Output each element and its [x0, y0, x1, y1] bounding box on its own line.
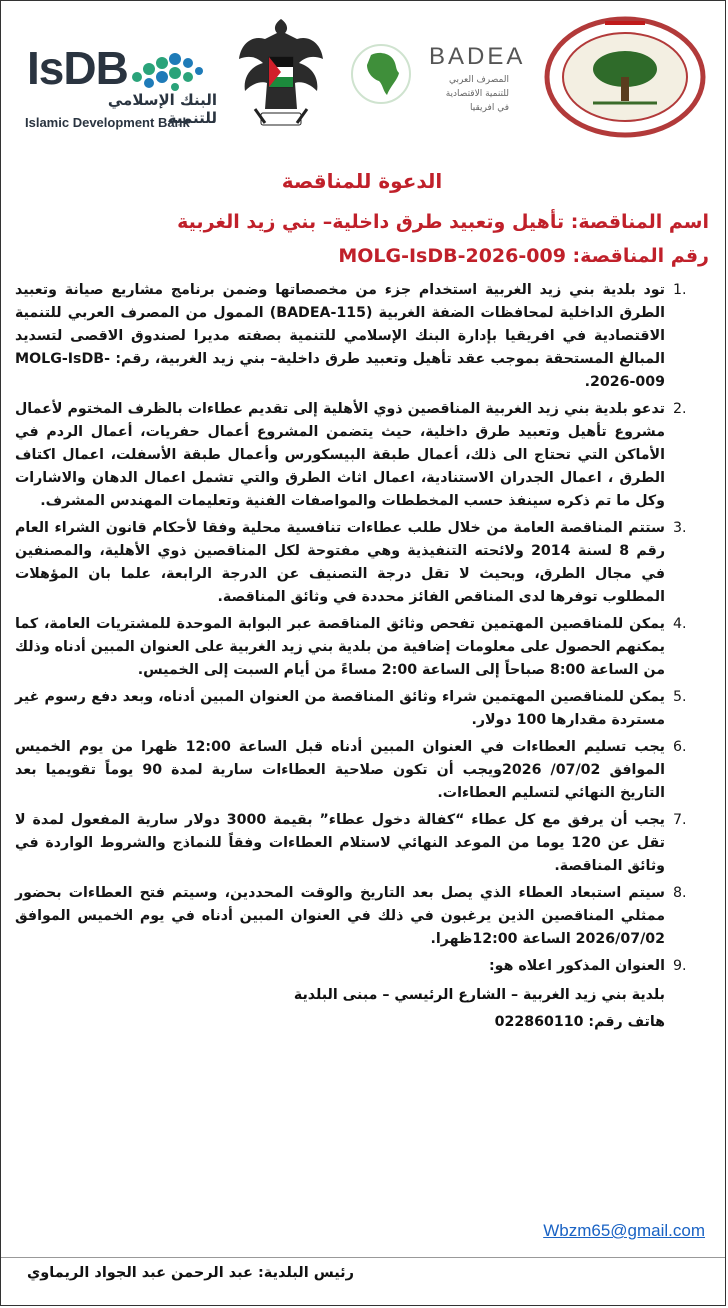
item-text: ستتم المناقصة العامة من خلال طلب عطاءات تنافسية محلية وفقا لأحكام قانون الشراء العام رقم 8 لسنة 2014 ولائحته التنفيذية وهي مفتوحة لكل المناقصين ذوي الأهلية، والمصنفين في مجال الطرق، وبحيث لا تقل درجة التصنيف عن الدرجة الرابعة، علما بان المؤهلات المطلوب توفرها لدى المناقص الفائز محددة في وثائق المناقصة. — [15, 520, 665, 605]
badea-africa-icon — [349, 39, 413, 109]
palestine-emblem-icon — [235, 13, 327, 137]
list-item — [15, 398, 709, 513]
tender-number — [25, 245, 709, 267]
tender-items — [15, 279, 709, 978]
phone-value: 022860110 — [494, 1014, 584, 1030]
phone-label: هاتف رقم: — [588, 1014, 665, 1030]
tender-number-label: رقم المناقصة: — [572, 245, 709, 267]
item-number: 4. — [673, 616, 687, 632]
list-item — [15, 882, 709, 951]
item-number: 2. — [673, 401, 687, 417]
list-item — [15, 279, 709, 394]
item-text: يجب تسليم العطاءات في العنوان المبين أدناه قبل الساعة 12:00 ظهرا من يوم الخميس الموافق 07/02/ 2026ويجب أن تكون صلاحية العطاءات سارية لمدة 90 يوماً تقويميا بعد التاريخ النهائي لتسليم العطاءات. — [15, 739, 666, 801]
item-text: يجب أن يرفق مع كل عطاء “كفالة دخول عطاء” بقيمة 3000 دولار سارية المفعول لمدة لا تقل عن 120 يوما من الموعد النهائي لاستلام العطاءات وفقاً للنماذج والشروط الواردة في وثائق المناقصة. — [15, 812, 665, 874]
municipality-seal — [543, 15, 707, 139]
item-number: 9. — [673, 958, 687, 974]
list-item — [15, 809, 709, 878]
list-item — [15, 736, 709, 805]
list-item — [15, 955, 709, 978]
isdb-arabic-name: البنك الإسلامي للتنمية — [107, 91, 217, 127]
page-title: الدعوة للمناقصة — [281, 169, 443, 193]
divider — [1, 1257, 725, 1258]
list-item — [15, 613, 709, 682]
list-item — [15, 517, 709, 609]
item-number: 8. — [673, 885, 687, 901]
address-line: بلدية بني زيد الغربية – الشارع الرئيسي – مبنى البلدية — [293, 987, 665, 1003]
item-number: 6. — [673, 739, 687, 755]
item-text: سيتم استبعاد العطاء الذي يصل بعد التاريخ والوقت المحددين، وسيتم فتح العطاءات بحضور ممثلي المناقصين الذين يرغبون في ذلك في العنوان المبين أدناه في يوم الخميس الموافق 2026/07/02 الساعة 12:00ظهرا. — [15, 885, 665, 947]
item-number: 7. — [673, 812, 687, 828]
item-number: 5. — [673, 689, 687, 705]
address-block — [15, 982, 709, 1036]
item-text: يمكن للمناقصين المهتمين تفحص وثائق المناقصة عبر البوابة الموحدة للمشتريات العامة، كما يمكنهم الحصول على معلومات إضافية من بلدية بني زيد الغربية على العنوان المبين أدناه وذلك من الساعة 8:00 صباحاً إلى الساعة 2:00 مساءً من أيام السبت إلى الخميس. — [15, 616, 665, 678]
list-item — [15, 686, 709, 732]
item-text: العنوان المذكور اعلاه هو: — [489, 958, 665, 974]
isdb-logo — [17, 39, 217, 129]
email-link[interactable]: Wbzm65@gmail.com — [543, 1221, 705, 1240]
isdb-english-name: Islamic Development Bank — [25, 115, 190, 130]
item-text: يمكن للمناقصين المهتمين شراء وثائق المناقصة من العنوان المبين أدناه، وبعد دفع رسوم غير مستردة مقدارها 100 دولار. — [15, 689, 665, 728]
announcement-body — [15, 169, 709, 1036]
tender-name: اسم المناقصة: تأهيل وتعبيد طرق داخلية– بني زيد الغربية — [177, 211, 709, 233]
phone-row — [15, 1008, 665, 1036]
item-number: 3. — [673, 520, 687, 536]
badea-name: BADEA — [429, 43, 526, 70]
mayor-signature: رئيس البلدية: عبد الرحمن عبد الجواد الريماوي — [27, 1265, 354, 1281]
item-text: تدعو بلدية بني زيد الغربية المناقصين ذوي الأهلية إلى تقديم عطاءات بالظرف المختوم لأعمال مشروع تأهيل وتعبيد طرق داخلية، حيث يتضمن المشروع أعمال حفريات، أعمال الردم في الأماكن التي تحتاج الى ذلك، أعمال طبقة البيسكورس وأعمال طبقة الأسفلت، اعمال اكتاف الطرق ، اعمال الجدران الاستنادية، اعمال اثاث الطرق والتي تشمل اعمال الدهان والاشارات وكل ما تم ذكره سينفذ حسب المخططات والمواصفات الفنية وتعليمات المهندس المشرف. — [15, 401, 665, 509]
badea-logo — [349, 39, 529, 121]
tender-number-value: MOLG-IsDB-2026-009 — [338, 245, 566, 267]
logo-strip — [11, 9, 715, 141]
badea-arabic-name: المصرف العربي للتنمية الاقتصادية في افريقيا — [445, 75, 509, 113]
isdb-logo-mark: IsDB — [27, 42, 128, 94]
item-number: 1. — [673, 282, 687, 298]
item-text: تود بلدية بني زيد الغربية استخدام جزء من مخصصاتها وضمن برنامج مشاريع صيانة وتعبيد الطرق الداخلية لمحافظات الضفة الغربية (BADEA-115) الممول من المصرف العربي للتنمية الاقتصادية في افريقيا بإدارة البنك الإسلامي للتنمية بصفته مديرا لصندوق الاقصى لتسديد المبالغ المستحقة بموجب عقد تأهيل وتعبيد طرق داخلية– بني زيد الغربية، رقم: MOLG-IsDB-2026-009. — [15, 282, 665, 390]
isdb-globe-icon — [125, 47, 209, 93]
